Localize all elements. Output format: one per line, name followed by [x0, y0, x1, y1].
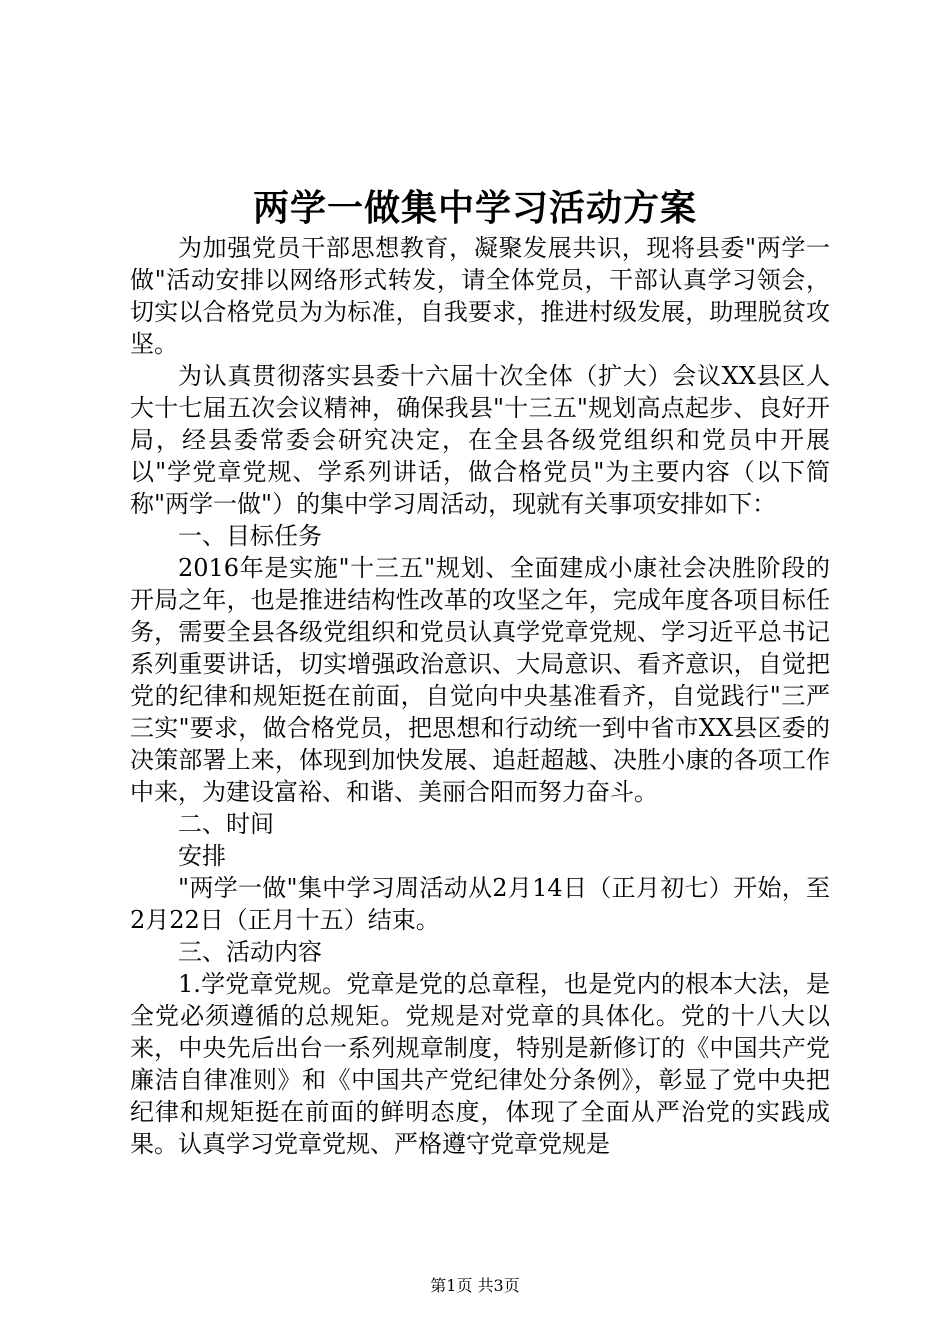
section-heading-goals: 一、目标任务 [178, 522, 322, 550]
document-body [130, 232, 830, 1160]
document-title: 两学一做集中学习活动方案 [252, 187, 697, 229]
paragraph-background: 为认真贯彻落实县委十六届十次全体（扩大）会议XX县区人大十七届五次会议精神，确保我县"十三五"规划高点起步、良好开局，经县委常委会研究决定，在全县各级党组织和党员中开展以"学党章党规、学系列讲话，做合格党员"为主要内容（以下简称"两学一做"）的集中学习周活动，现就有关事项安排如下： [130, 362, 830, 518]
section-heading-time: 二、时间 [178, 810, 274, 838]
section-heading-content: 三、活动内容 [178, 938, 322, 966]
page-footer: 第1页 共3页 [430, 1276, 520, 1295]
section-heading-arrangement: 安排 [178, 842, 226, 870]
paragraph-intro: 为加强党员干部思想教育，凝聚发展共识，现将县委"两学一做"活动安排以网络形式转发，请全体党员，干部认真学习领会，切实以合格党员为为标准，自我要求，推进村级发展，助理脱贫攻坚。 [130, 234, 830, 358]
paragraph-schedule: "两学一做"集中学习周活动从2月14日（正月初七）开始，至2月22日（正月十五）结束。 [130, 874, 830, 934]
paragraph-goals: 2016年是实施"十三五"规划、全面建成小康社会决胜阶段的开局之年，也是推进结构性改革的攻坚之年，完成年度各项目标任务，需要全县各级党组织和党员认真学党章党规、学习近平总书记系列重要讲话，切实增强政治意识、大局意识、看齐意识，自觉把党的纪律和规矩挺在前面，自觉向中央基准看齐，自觉践行"三严三实"要求，做合格党员，把思想和行动统一到中省市XX县区委的决策部署上来，体现到加快发展、追赶超越、决胜小康的各项工作中来，为建设富裕、和谐、美丽合阳而努力奋斗。 [130, 554, 830, 806]
paragraph-content-1: 1.学党章党规。党章是党的总章程，也是党内的根本大法，是全党必须遵循的总规矩。党规是对党章的具体化。党的十八大以来，中央先后出台一系列规章制度，特别是新修订的《中国共产党廉洁自律准则》和《中国共产党纪律处分条例》，彰显了党中央把纪律和规矩挺在前面的鲜明态度，体现了全面从严治党的实践成果。认真学习党章党规、严格遵守党章党规是 [130, 970, 830, 1158]
